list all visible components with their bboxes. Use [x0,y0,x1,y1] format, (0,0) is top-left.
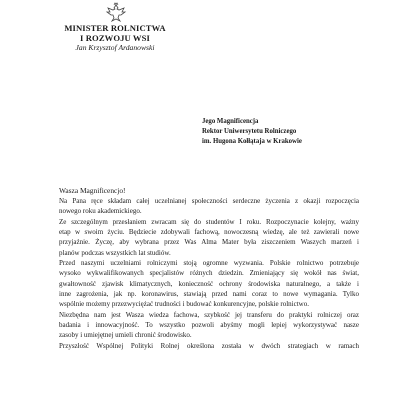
recipient-block [202,117,397,148]
body-line: badania i innowacyjność. To wszystko pozwoli abyśmy mogli lepiej wykorzystywać nasze [59,321,359,330]
header-title-line-1: MINISTER ROLNICTWA [64,23,166,33]
recipient-line-2: Rektor Uniwersytetu Rolniczego [202,128,297,136]
body-line: Niezbędna nam jest Wasza wiedza fachowa, szybkość jej transferu do praktyki rolniczej oraz [59,310,359,319]
header-signer: Jan Krzysztof Ardanowski [75,43,155,52]
eagle-emblem-icon [105,2,127,24]
body-line: przyjaźnie. Życzę, aby wybrana przez Was Alma Mater była ziszczeniem Waszych marzeń i [59,238,359,247]
body-line: Przed naszymi uczelniami rolniczymi stoją ogromne wyzwania. Polskie rolnictwo potrzebuje [59,259,359,268]
letter-body [59,186,359,351]
body-line: Przyszłość Wspólnej Polityki Rolnej określona została w dwóch strategiach w ramach [59,341,359,350]
body-line: etap w swoim życiu. Będziecie zdobywali fachową, nowoczesną wiedzę, ale też zawierali nowe [59,228,359,237]
body-line: nowego roku akademickiego. [59,207,142,216]
minister-header [60,24,170,52]
body-line: planów podczas wszystkich lat studiów. [59,248,171,257]
body-line: wysoko wykwalifikowanych specjalistów różnych dziedzin. Zmieniający się wokół nas świat, [59,269,359,278]
body-line: gwałtowność zjawisk klimatycznych, konieczność ochrony środowiska naturalnego, a także i [59,279,359,288]
header-title-line-2: I ROZWOJU WSI [80,32,150,43]
body-line: Na Pana ręce składam całej uczelnianej społeczności serdeczne życzenia z okazji rozpoczęcia [59,197,359,205]
body-line: inne zagrożenia, jak np. koronawirus, stawiają przed nami coraz to nowe wymagania. Tylko [59,290,359,299]
recipient-line-1: Jego Magnificencja [202,118,259,125]
body-line: zasoby i umiejętnej umieli chronić środowisko. [59,331,192,340]
salutation: Wasza Magnificencjo! [59,186,126,195]
body-line: wspólnie możemy przezwyciężać trudności i budować konkurencyjne, polskie rolnictwo. [59,300,309,309]
recipient-line-3: im. Hugona Kołłątaja w Krakowie [202,138,302,146]
body-line: Ze szczególnym przesłaniem zwracam się do studentów I roku. Rozpoczynacie kolejny, ważny [59,217,359,226]
